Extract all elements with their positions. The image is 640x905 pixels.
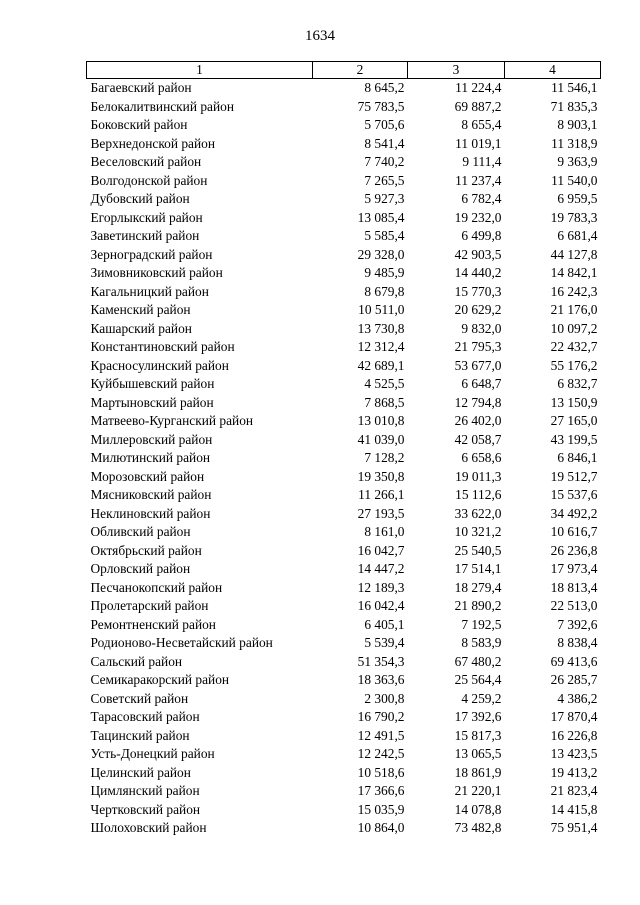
value-col2-cell: 7 740,2 xyxy=(364,154,405,170)
value-col4-cell: 19 783,3 xyxy=(550,209,598,225)
table-row xyxy=(87,431,601,450)
value-col3-cell: 11 224,4 xyxy=(455,80,502,96)
district-name-cell: Песчанокопский район xyxy=(90,579,223,595)
district-name-cell: Багаевский район xyxy=(90,80,192,96)
value-col3-cell: 17 392,6 xyxy=(454,709,502,725)
value-col4-cell: 27 165,0 xyxy=(550,413,598,429)
table-row xyxy=(87,172,601,191)
table-row xyxy=(87,745,601,764)
value-col2-cell: 7 868,5 xyxy=(364,394,405,410)
table-row xyxy=(87,449,601,468)
district-name-cell: Зерноградский район xyxy=(90,246,213,262)
value-col2-cell: 9 485,9 xyxy=(364,265,405,281)
value-col2-cell: 12 242,5 xyxy=(357,746,405,762)
district-name-cell: Мартыновский район xyxy=(90,394,214,410)
value-col2-cell: 16 790,2 xyxy=(357,709,405,725)
value-col2-cell: 5 927,3 xyxy=(364,191,405,207)
value-col4-cell: 11 318,9 xyxy=(551,135,598,151)
value-col2-cell: 7 128,2 xyxy=(364,450,405,466)
value-col4-cell: 18 813,4 xyxy=(550,579,598,595)
value-col3-cell: 19 011,3 xyxy=(455,468,502,484)
table-row xyxy=(87,283,601,302)
value-col2-cell: 17 366,6 xyxy=(357,783,405,799)
value-col4-cell: 7 392,6 xyxy=(557,616,598,632)
table-row xyxy=(87,79,601,98)
value-col2-cell: 16 042,4 xyxy=(357,598,405,614)
value-col3-cell: 21 795,3 xyxy=(454,339,502,355)
table-row xyxy=(87,264,601,283)
value-col3-cell: 14 440,2 xyxy=(454,265,502,281)
value-col2-cell: 13 010,8 xyxy=(357,413,405,429)
value-col3-cell: 19 232,0 xyxy=(454,209,502,225)
district-name-cell: Боковский район xyxy=(90,117,188,133)
district-name-cell: Зимовниковский район xyxy=(90,265,223,281)
value-col3-cell: 6 782,4 xyxy=(461,191,502,207)
value-col2-cell: 16 042,7 xyxy=(357,542,405,558)
value-col4-cell: 6 832,7 xyxy=(557,376,598,392)
district-name-cell: Веселовский район xyxy=(90,154,202,170)
value-col4-cell: 55 176,2 xyxy=(550,357,598,373)
value-col2-cell: 42 689,1 xyxy=(357,357,405,373)
value-col4-cell: 19 512,7 xyxy=(550,468,598,484)
table-row xyxy=(87,135,601,154)
district-name-cell: Заветинский район xyxy=(90,228,200,244)
value-col2-cell: 27 193,5 xyxy=(357,505,405,521)
table-row xyxy=(87,653,601,672)
table-row xyxy=(87,579,601,598)
district-name-cell: Орловский район xyxy=(90,561,191,577)
district-name-cell: Миллеровский район xyxy=(90,431,213,447)
column-header-1: 1 xyxy=(87,62,313,79)
value-col4-cell: 22 432,7 xyxy=(550,339,598,355)
value-col2-cell: 10 511,0 xyxy=(358,302,405,318)
value-col2-cell: 8 541,4 xyxy=(364,135,405,151)
table-row xyxy=(87,227,601,246)
table-row xyxy=(87,394,601,413)
value-col2-cell: 5 539,4 xyxy=(364,635,405,651)
value-col3-cell: 6 648,7 xyxy=(461,376,502,392)
value-col3-cell: 73 482,8 xyxy=(454,820,502,836)
value-col4-cell: 71 835,3 xyxy=(550,98,598,114)
value-col3-cell: 8 583,9 xyxy=(461,635,502,651)
value-col2-cell: 7 265,5 xyxy=(364,172,405,188)
value-col3-cell: 67 480,2 xyxy=(454,653,502,669)
value-col3-cell: 12 794,8 xyxy=(454,394,502,410)
table-row xyxy=(87,505,601,524)
table-row xyxy=(87,634,601,653)
value-col2-cell: 13 730,8 xyxy=(357,320,405,336)
column-header-4: 4 xyxy=(505,62,601,79)
table-body xyxy=(87,79,601,838)
value-col4-cell: 9 363,9 xyxy=(557,154,598,170)
value-col4-cell: 13 423,5 xyxy=(550,746,598,762)
value-col4-cell: 22 513,0 xyxy=(550,598,598,614)
table-row xyxy=(87,690,601,709)
value-col3-cell: 6 658,6 xyxy=(461,450,502,466)
value-col2-cell: 8 679,8 xyxy=(364,283,405,299)
value-col4-cell: 8 903,1 xyxy=(557,117,598,133)
value-col2-cell: 29 328,0 xyxy=(357,246,405,262)
value-col4-cell: 10 097,2 xyxy=(550,320,598,336)
district-name-cell: Чертковский район xyxy=(90,801,201,817)
value-col4-cell: 16 242,3 xyxy=(550,283,598,299)
value-col2-cell: 4 525,5 xyxy=(364,376,405,392)
value-col2-cell: 51 354,3 xyxy=(357,653,405,669)
value-col4-cell: 26 236,8 xyxy=(550,542,598,558)
value-col4-cell: 11 546,1 xyxy=(551,80,598,96)
district-name-cell: Родионово-Несветайский район xyxy=(90,635,273,651)
value-col3-cell: 18 861,9 xyxy=(454,764,502,780)
district-name-cell: Волгодонской район xyxy=(90,172,208,188)
table-row xyxy=(87,819,601,838)
value-col2-cell: 5 705,6 xyxy=(364,117,405,133)
district-name-cell: Куйбышевский район xyxy=(90,376,215,392)
value-col3-cell: 15 817,3 xyxy=(454,727,502,743)
district-name-cell: Кашарский район xyxy=(90,320,192,336)
table-row xyxy=(87,320,601,339)
district-name-cell: Усть-Донецкий район xyxy=(90,746,215,762)
district-name-cell: Цимлянский район xyxy=(90,783,200,799)
district-name-cell: Тацинский район xyxy=(90,727,190,743)
value-col4-cell: 14 842,1 xyxy=(550,265,598,281)
value-col2-cell: 75 783,5 xyxy=(357,98,405,114)
column-header-2: 2 xyxy=(313,62,408,79)
value-col4-cell: 75 951,4 xyxy=(550,820,598,836)
table-row xyxy=(87,153,601,172)
district-name-cell: Пролетарский район xyxy=(90,598,209,614)
district-name-cell: Сальский район xyxy=(90,653,183,669)
district-name-cell: Красносулинский район xyxy=(90,357,229,373)
value-col3-cell: 10 321,2 xyxy=(454,524,502,540)
value-col3-cell: 69 887,2 xyxy=(454,98,502,114)
value-col3-cell: 17 514,1 xyxy=(454,561,502,577)
value-col4-cell: 21 176,0 xyxy=(550,302,598,318)
value-col3-cell: 13 065,5 xyxy=(454,746,502,762)
value-col2-cell: 14 447,2 xyxy=(357,561,405,577)
table-row xyxy=(87,357,601,376)
value-col3-cell: 42 903,5 xyxy=(454,246,502,262)
value-col2-cell: 19 350,8 xyxy=(357,468,405,484)
district-name-cell: Кагальницкий район xyxy=(90,283,209,299)
value-col4-cell: 34 492,2 xyxy=(550,505,598,521)
district-name-cell: Каменский район xyxy=(90,302,191,318)
table-row xyxy=(87,375,601,394)
value-col3-cell: 18 279,4 xyxy=(454,579,502,595)
value-col3-cell: 9 832,0 xyxy=(461,320,502,336)
value-col4-cell: 43 199,5 xyxy=(550,431,598,447)
district-name-cell: Константиновский район xyxy=(90,339,235,355)
value-col2-cell: 12 312,4 xyxy=(357,339,405,355)
district-name-cell: Мясниковский район xyxy=(90,487,212,503)
value-col4-cell: 6 846,1 xyxy=(557,450,598,466)
value-col4-cell: 8 838,4 xyxy=(557,635,598,651)
table-row xyxy=(87,190,601,209)
table-row xyxy=(87,486,601,505)
value-col2-cell: 11 266,1 xyxy=(358,487,405,503)
district-name-cell: Егорлыкский район xyxy=(90,209,203,225)
value-col3-cell: 25 564,4 xyxy=(454,672,502,688)
value-col3-cell: 9 111,4 xyxy=(462,154,502,170)
header-row xyxy=(87,62,601,79)
value-col3-cell: 20 629,2 xyxy=(454,302,502,318)
district-name-cell: Октябрьский район xyxy=(90,542,202,558)
district-name-cell: Дубовский район xyxy=(90,191,190,207)
value-col2-cell: 13 085,4 xyxy=(357,209,405,225)
value-col3-cell: 8 655,4 xyxy=(461,117,502,133)
district-name-cell: Матвеево-Курганский район xyxy=(90,413,254,429)
table-row xyxy=(87,523,601,542)
district-name-cell: Шолоховский район xyxy=(90,820,207,836)
value-col4-cell: 10 616,7 xyxy=(550,524,598,540)
value-col2-cell: 8 161,0 xyxy=(364,524,405,540)
value-col3-cell: 11 237,4 xyxy=(455,172,502,188)
table-row xyxy=(87,246,601,265)
value-col3-cell: 21 890,2 xyxy=(454,598,502,614)
district-name-cell: Семикаракорский район xyxy=(90,672,230,688)
table-row xyxy=(87,338,601,357)
value-col4-cell: 11 540,0 xyxy=(551,172,598,188)
table-row xyxy=(87,727,601,746)
value-col2-cell: 10 864,0 xyxy=(357,820,405,836)
value-col3-cell: 14 078,8 xyxy=(454,801,502,817)
table-row xyxy=(87,116,601,135)
district-name-cell: Верхнедонской район xyxy=(90,135,216,151)
value-col3-cell: 7 192,5 xyxy=(461,616,502,632)
value-col2-cell: 10 518,6 xyxy=(357,764,405,780)
value-col3-cell: 25 540,5 xyxy=(454,542,502,558)
value-col2-cell: 8 645,2 xyxy=(364,80,405,96)
value-col3-cell: 11 019,1 xyxy=(455,135,502,151)
value-col4-cell: 15 537,6 xyxy=(550,487,598,503)
value-col2-cell: 15 035,9 xyxy=(357,801,405,817)
value-col2-cell: 5 585,4 xyxy=(364,228,405,244)
value-col2-cell: 12 491,5 xyxy=(357,727,405,743)
column-header-3: 3 xyxy=(408,62,505,79)
district-name-cell: Ремонтненский район xyxy=(90,616,216,632)
table-row xyxy=(87,301,601,320)
budget-table xyxy=(86,61,601,838)
value-col4-cell: 4 386,2 xyxy=(557,690,598,706)
district-name-cell: Неклиновский район xyxy=(90,505,211,521)
table-row xyxy=(87,542,601,561)
value-col4-cell: 13 150,9 xyxy=(550,394,598,410)
table-row xyxy=(87,671,601,690)
value-col3-cell: 6 499,8 xyxy=(461,228,502,244)
district-name-cell: Тарасовский район xyxy=(90,709,200,725)
page-number: 1634 xyxy=(305,28,335,44)
table-row xyxy=(87,801,601,820)
value-col3-cell: 33 622,0 xyxy=(454,505,502,521)
value-col4-cell: 26 285,7 xyxy=(550,672,598,688)
value-col4-cell: 44 127,8 xyxy=(550,246,598,262)
table-row xyxy=(87,468,601,487)
value-col3-cell: 42 058,7 xyxy=(454,431,502,447)
value-col2-cell: 2 300,8 xyxy=(364,690,405,706)
value-col3-cell: 21 220,1 xyxy=(454,783,502,799)
value-col4-cell: 21 823,4 xyxy=(550,783,598,799)
value-col3-cell: 4 259,2 xyxy=(461,690,502,706)
district-name-cell: Целинский район xyxy=(90,764,191,780)
district-name-cell: Обливский район xyxy=(90,524,191,540)
table-row xyxy=(87,209,601,228)
value-col3-cell: 26 402,0 xyxy=(454,413,502,429)
district-name-cell: Советский район xyxy=(90,690,189,706)
table-row xyxy=(87,782,601,801)
value-col3-cell: 15 112,6 xyxy=(455,487,502,503)
value-col4-cell: 19 413,2 xyxy=(550,764,598,780)
value-col4-cell: 6 959,5 xyxy=(557,191,598,207)
table-row xyxy=(87,98,601,117)
table-row xyxy=(87,560,601,579)
table-row xyxy=(87,616,601,635)
district-name-cell: Милютинский район xyxy=(90,450,211,466)
value-col2-cell: 41 039,0 xyxy=(357,431,405,447)
value-col3-cell: 15 770,3 xyxy=(454,283,502,299)
table-row xyxy=(87,708,601,727)
value-col4-cell: 17 870,4 xyxy=(550,709,598,725)
value-col2-cell: 6 405,1 xyxy=(364,616,405,632)
value-col4-cell: 14 415,8 xyxy=(550,801,598,817)
value-col4-cell: 16 226,8 xyxy=(550,727,598,743)
table-row xyxy=(87,412,601,431)
table-row xyxy=(87,597,601,616)
table-row xyxy=(87,764,601,783)
value-col2-cell: 12 189,3 xyxy=(357,579,405,595)
value-col3-cell: 53 677,0 xyxy=(454,357,502,373)
table-header xyxy=(87,62,601,79)
value-col4-cell: 17 973,4 xyxy=(550,561,598,577)
district-name-cell: Белокалитвинский район xyxy=(90,98,235,114)
value-col2-cell: 18 363,6 xyxy=(357,672,405,688)
value-col4-cell: 6 681,4 xyxy=(557,228,598,244)
district-name-cell: Морозовский район xyxy=(90,468,205,484)
value-col4-cell: 69 413,6 xyxy=(550,653,598,669)
